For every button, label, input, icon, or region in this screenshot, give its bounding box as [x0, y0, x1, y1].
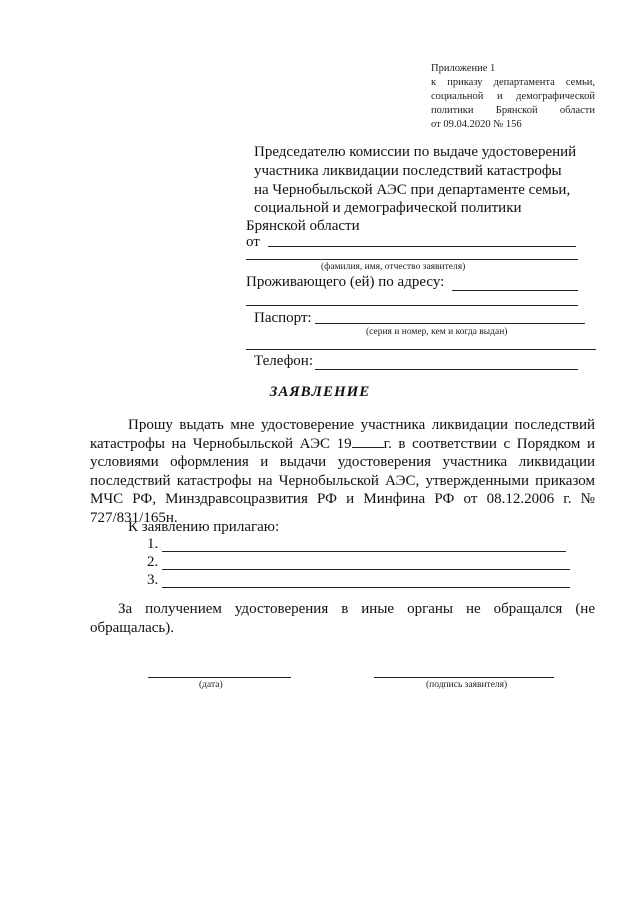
attachment-line[interactable]	[162, 569, 570, 570]
address-line-2[interactable]	[246, 305, 578, 306]
attachment-line[interactable]	[162, 587, 570, 588]
addressee-line: Брянской области	[246, 218, 360, 234]
applicant-name-line[interactable]	[268, 246, 576, 247]
name-caption: (фамилия, имя, отчество заявителя)	[321, 262, 466, 272]
attachment-number: 1.	[147, 536, 159, 552]
phone-line[interactable]	[315, 369, 578, 370]
applicant-name-line-2[interactable]	[246, 259, 578, 260]
phone-label: Телефон:	[254, 353, 313, 369]
signature-caption: (подпись заявителя)	[426, 680, 508, 690]
document-title: ЗАЯВЛЕНИЕ	[269, 384, 371, 400]
body-text-part2: г. в соответствии с Порядком и условиями оформления и выдачи удостоверения участника ликвидации последствий катастрофы на Чернобыльской АЭС, утвержденными приказом МЧС РФ, Минздравсоцразвития РФ и Минфина РФ от 08.12.2006 г. № 727/831/165н.	[90, 435, 595, 526]
address-label: Проживающего (ей) по адресу:	[246, 274, 445, 290]
note-paragraph: За получением удостоверения в иные органы не обращался (не обращалась).	[90, 601, 595, 636]
passport-caption: (серия и номер, кем и когда выдан)	[366, 327, 508, 337]
appendix-line: Приложение 1	[431, 63, 496, 74]
passport-line[interactable]	[315, 323, 585, 324]
addressee-line: участника ликвидации последствий катастрофы	[254, 163, 562, 179]
addressee-line: Председателю комиссии по выдаче удостоверений	[254, 144, 577, 160]
addressee-line: социальной и демографической политики	[254, 200, 522, 216]
address-line[interactable]	[452, 290, 578, 291]
appendix-line: от 09.04.2020 № 156	[431, 119, 522, 130]
passport-line-2[interactable]	[246, 349, 596, 350]
attachment-number: 2.	[147, 554, 159, 570]
body-text-part1: Прошу выдать мне удостоверение участника ликвидации последствий катастрофы на Чернобыльской АЭС 19	[90, 417, 595, 452]
passport-label: Паспорт:	[254, 310, 312, 326]
attachments-label: К заявлению прилагаю:	[128, 519, 280, 535]
application-body	[90, 416, 595, 527]
appendix-line: к приказу департамента семьи,	[431, 77, 595, 88]
attachment-number: 3.	[147, 572, 159, 588]
year-blank[interactable]	[352, 435, 384, 448]
addressee-line: на Чернобыльской АЭС при департаменте семьи,	[254, 182, 571, 198]
attachment-line[interactable]	[162, 551, 566, 552]
appendix-line: социальной и демографической	[431, 91, 595, 102]
appendix-block	[431, 62, 595, 132]
appendix-line: политики Брянской области	[431, 105, 595, 116]
date-caption: (дата)	[199, 680, 223, 690]
signature-line[interactable]	[374, 677, 554, 678]
from-label: от	[246, 234, 260, 250]
date-line[interactable]	[148, 677, 291, 678]
